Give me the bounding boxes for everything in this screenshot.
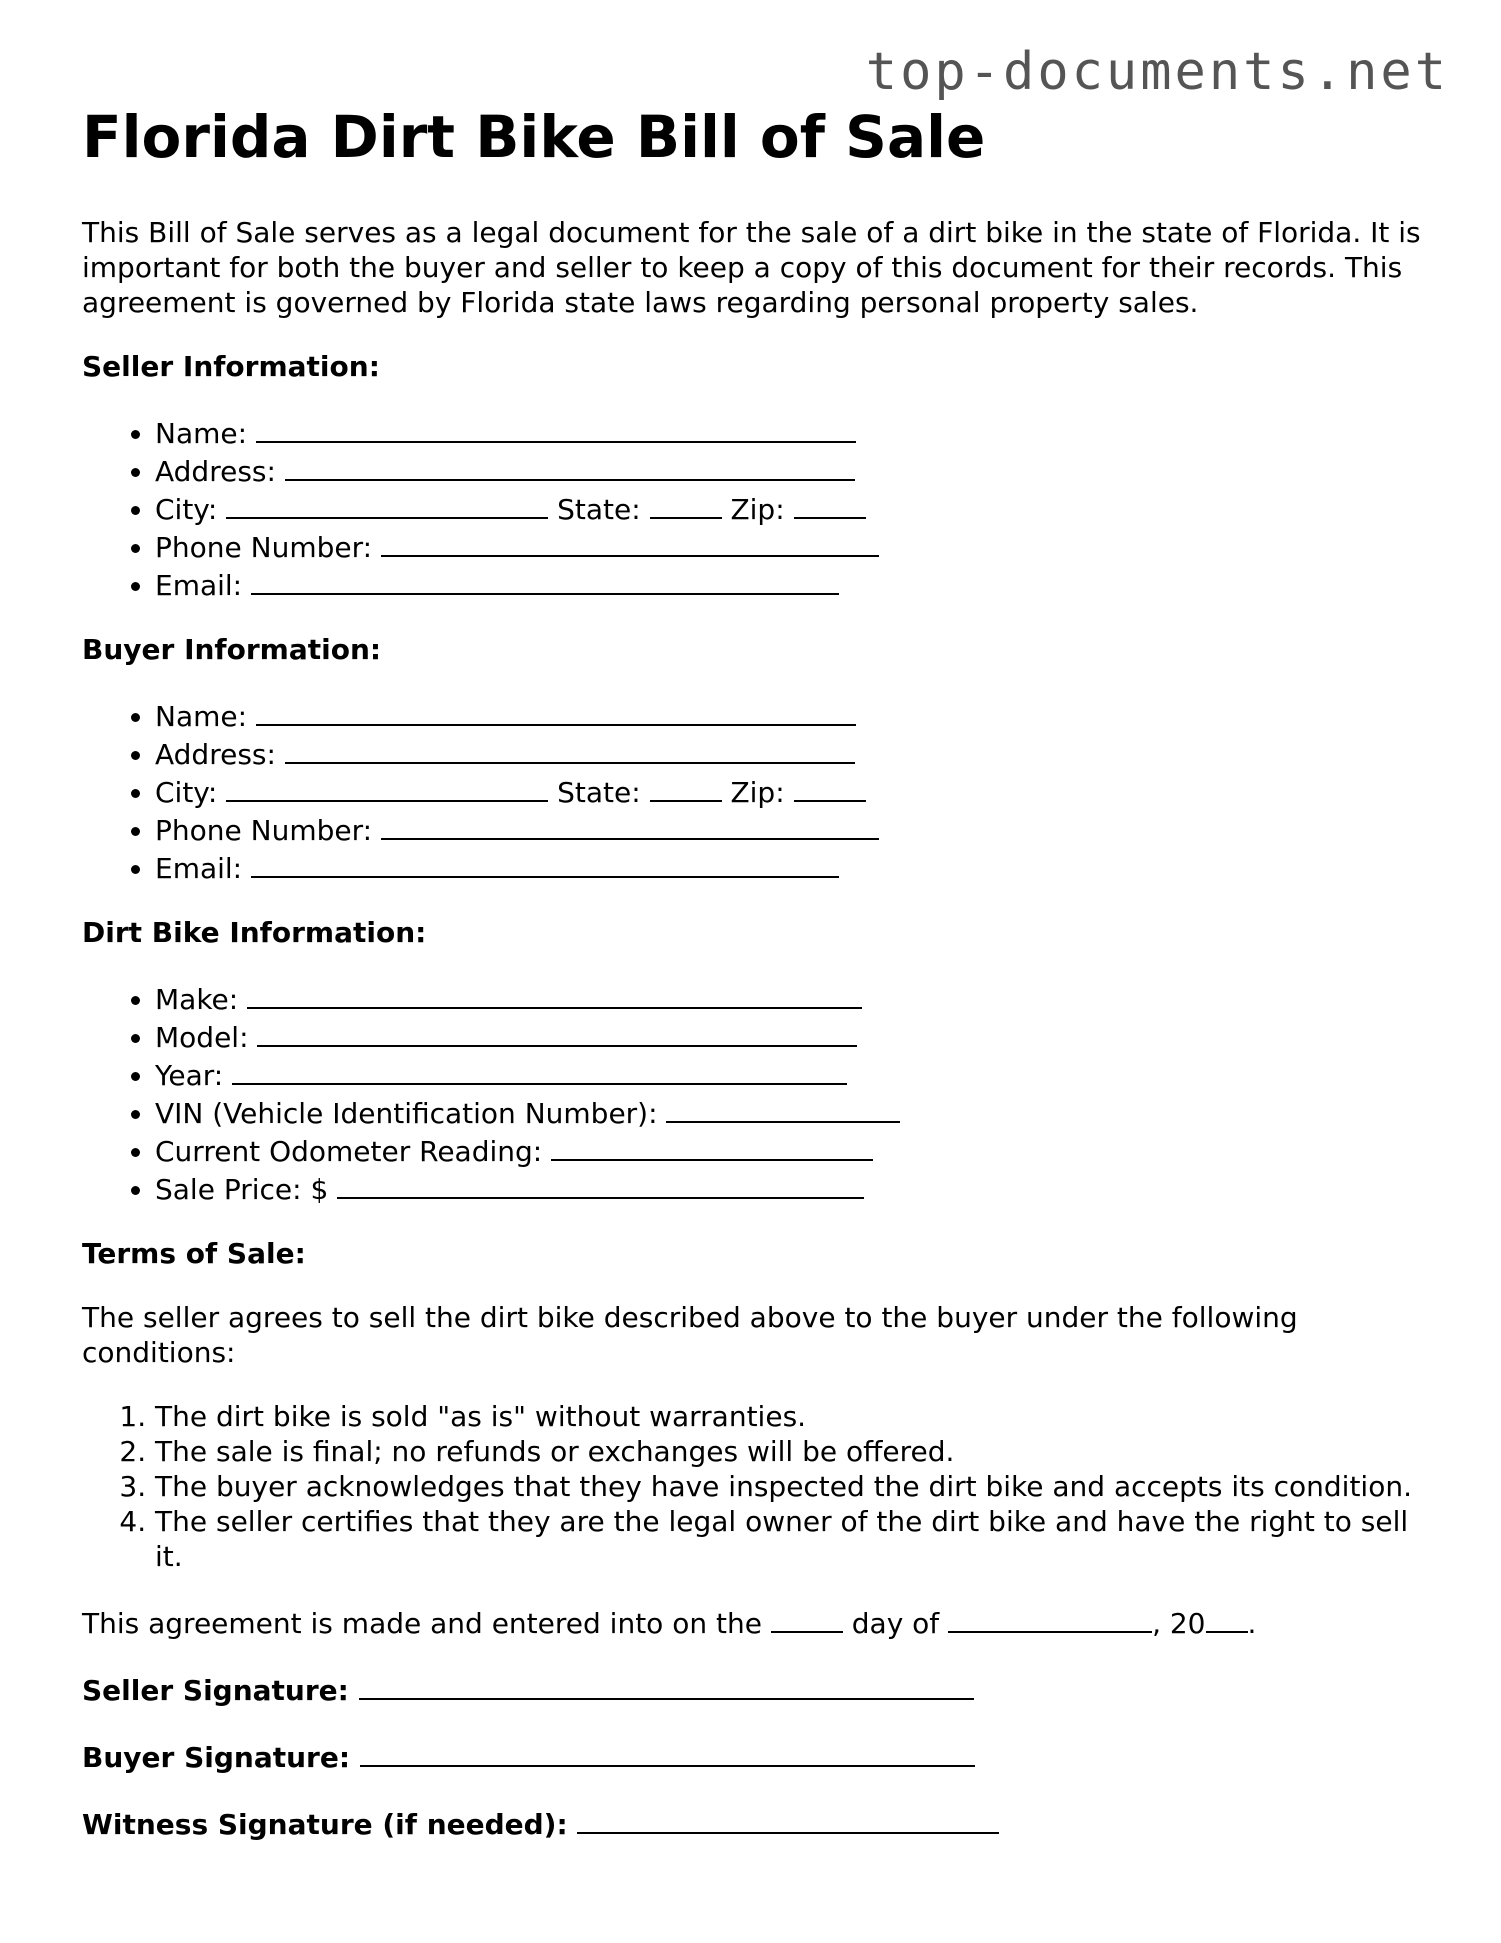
buyer-signature-line (82, 1737, 1422, 1775)
terms-intro: The seller agrees to sell the dirt bike described above to the buyer under the following conditions: (82, 1301, 1298, 1369)
seller-city-field[interactable] (226, 489, 548, 519)
witness-signature-line (82, 1804, 1422, 1842)
document-title: Florida Dirt Bike Bill of Sale (82, 103, 986, 171)
witness-signature-label: Witness Signature (if needed): (82, 1808, 568, 1841)
terms-item: 3. The buyer acknowledges that they have inspected the dirt bike and accepts its condition. (155, 1469, 1422, 1504)
buyer-email-label: Email: (155, 852, 243, 885)
bike-year-label: Year: (155, 1059, 224, 1092)
witness-signature-field[interactable] (577, 1804, 999, 1834)
seller-field-list (82, 413, 1422, 603)
buyer-state-field[interactable] (650, 772, 722, 802)
agreement-text-day: day of (851, 1607, 940, 1640)
seller-zip-field[interactable] (794, 489, 866, 519)
agreement-month-field[interactable] (948, 1603, 1152, 1633)
agreement-text-end: . (1247, 1607, 1257, 1640)
buyer-name-label: Name: (155, 700, 248, 733)
buyer-email-item (155, 848, 1422, 886)
buyer-zip-label: Zip: (730, 776, 785, 809)
seller-name-label: Name: (155, 417, 248, 450)
seller-phone-field[interactable] (381, 527, 879, 557)
buyer-city-field[interactable] (226, 772, 548, 802)
bike-odometer-item (155, 1131, 1422, 1169)
seller-name-field[interactable] (256, 413, 856, 443)
bike-price-field[interactable] (337, 1169, 864, 1199)
seller-city-item (155, 489, 1422, 527)
bike-make-field[interactable] (247, 979, 862, 1009)
bike-price-item (155, 1169, 1422, 1207)
buyer-heading: Buyer Information: (82, 633, 382, 666)
bike-model-item (155, 1017, 1422, 1055)
bike-odometer-field[interactable] (551, 1131, 873, 1161)
buyer-phone-field[interactable] (381, 810, 879, 840)
bike-year-field[interactable] (232, 1055, 847, 1085)
bike-vin-field[interactable] (666, 1093, 900, 1123)
buyer-phone-label: Phone Number: (155, 814, 373, 847)
buyer-city-item (155, 772, 1422, 810)
bike-model-field[interactable] (257, 1017, 857, 1047)
buyer-zip-field[interactable] (794, 772, 866, 802)
bike-year-item (155, 1055, 1422, 1093)
buyer-state-label: State: (557, 776, 641, 809)
seller-address-item (155, 451, 1422, 489)
seller-heading: Seller Information: (82, 350, 380, 383)
terms-item: 2. The sale is final; no refunds or exchanges will be offered. (155, 1434, 1422, 1469)
seller-signature-label: Seller Signature: (82, 1674, 349, 1707)
terms-heading: Terms of Sale: (82, 1237, 306, 1270)
agreement-text-before: This agreement is made and entered into on the (82, 1607, 762, 1640)
seller-state-field[interactable] (650, 489, 722, 519)
seller-email-label: Email: (155, 569, 243, 602)
buyer-signature-label: Buyer Signature: (82, 1741, 351, 1774)
terms-item: 1. The dirt bike is sold "as is" without warranties. (155, 1399, 1422, 1434)
agreement-day-field[interactable] (771, 1603, 843, 1633)
buyer-field-list (82, 696, 1422, 886)
bike-vin-item (155, 1093, 1422, 1131)
seller-name-item (155, 413, 1422, 451)
seller-phone-item (155, 527, 1422, 565)
bike-make-item (155, 979, 1422, 1017)
seller-city-label: City: (155, 493, 218, 526)
seller-signature-line (82, 1670, 1422, 1708)
buyer-address-item (155, 734, 1422, 772)
terms-item: 4. The seller certifies that they are the legal owner of the dirt bike and have the right to sell it. (155, 1504, 1422, 1574)
agreement-text-year: , 20 (1152, 1607, 1206, 1640)
buyer-city-label: City: (155, 776, 218, 809)
intro-paragraph: This Bill of Sale serves as a legal document for the sale of a dirt bike in the state of Florida. It is important for both the buyer and seller to keep a copy of this document for their records. This agreement is governed by Florida state laws regarding personal property sales. (82, 216, 1421, 319)
seller-email-item (155, 565, 1422, 603)
site-watermark: top-documents.net (865, 42, 1449, 102)
bike-model-label: Model: (155, 1021, 249, 1054)
buyer-name-field[interactable] (256, 696, 856, 726)
buyer-address-field[interactable] (285, 734, 855, 764)
bike-heading: Dirt Bike Information: (82, 916, 427, 949)
document-body (82, 215, 1422, 1871)
bike-make-label: Make: (155, 983, 239, 1016)
terms-list (82, 1399, 1422, 1574)
buyer-name-item (155, 696, 1422, 734)
seller-address-field[interactable] (285, 451, 855, 481)
bike-field-list (82, 979, 1422, 1207)
seller-zip-label: Zip: (730, 493, 785, 526)
buyer-address-label: Address: (155, 738, 276, 771)
bike-vin-label: VIN (Vehicle Identification Number): (155, 1097, 658, 1130)
agreement-date-line (82, 1603, 1422, 1641)
seller-signature-field[interactable] (359, 1670, 974, 1700)
bike-odometer-label: Current Odometer Reading: (155, 1135, 543, 1168)
bike-price-label: Sale Price: $ (155, 1173, 329, 1206)
seller-phone-label: Phone Number: (155, 531, 373, 564)
buyer-email-field[interactable] (251, 848, 839, 878)
seller-state-label: State: (557, 493, 641, 526)
buyer-signature-field[interactable] (360, 1737, 975, 1767)
seller-address-label: Address: (155, 455, 276, 488)
buyer-phone-item (155, 810, 1422, 848)
agreement-year-field[interactable] (1206, 1603, 1248, 1633)
seller-email-field[interactable] (251, 565, 839, 595)
